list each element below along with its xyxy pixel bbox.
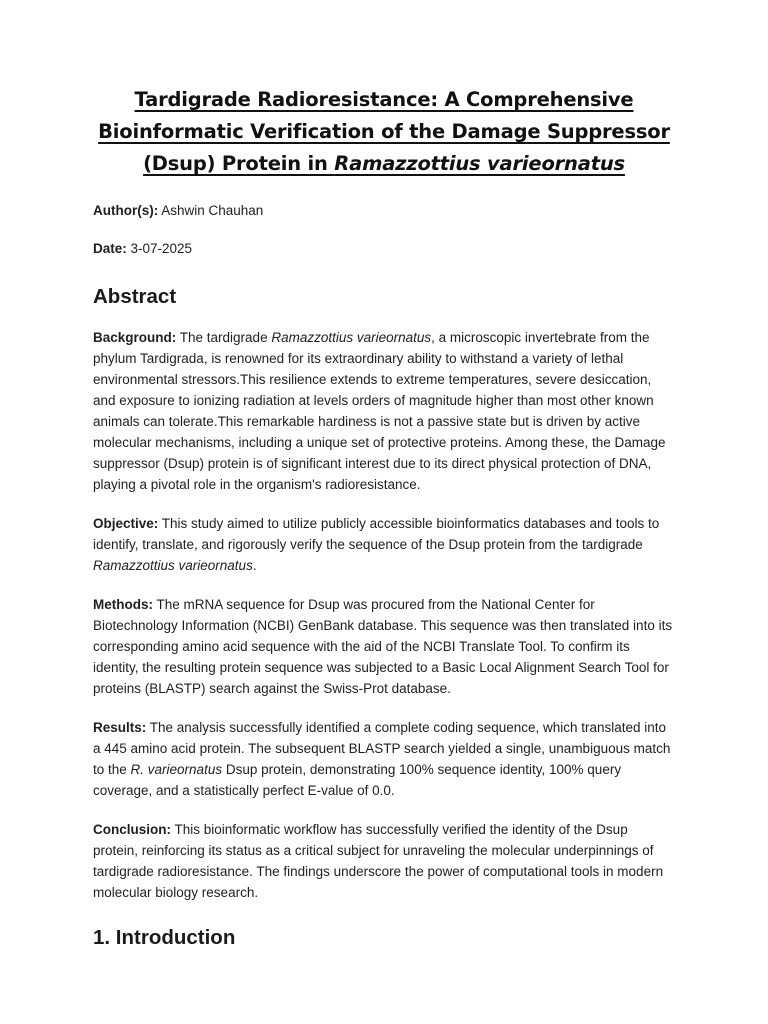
author-label: Author(s):: [93, 203, 159, 218]
title-line-1: Tardigrade Radioresistance: A Comprehensive: [134, 88, 634, 111]
results-label: Results:: [93, 720, 147, 735]
abstract-conclusion: [93, 819, 675, 903]
abstract-heading: Abstract: [93, 285, 177, 308]
date-line: [93, 240, 675, 258]
objective-species: Ramazzottius varieornatus: [93, 558, 253, 573]
methods-label: Methods:: [93, 597, 153, 612]
objective-text-2: .: [252, 558, 257, 573]
title-species-name: Ramazzottius varieornatus: [334, 152, 625, 175]
date-value: 3-07-2025: [126, 241, 193, 256]
conclusion-label: Conclusion:: [93, 822, 171, 837]
results-text-1: The analysis successfully identified a complete coding sequence, which translated into a 445 amino acid protein. The subsequent BLASTP search yielded a single, unambiguous match to the: [93, 720, 671, 777]
objective-label: Objective:: [93, 516, 159, 531]
background-species: Ramazzottius varieornatus: [271, 330, 432, 345]
abstract-objective: [93, 513, 675, 576]
title-line-3-plain: (Dsup) Protein in: [143, 152, 335, 175]
paper-title: [93, 84, 675, 180]
title-line-2: Bioinformatic Verification of the Damage Suppressor: [98, 120, 670, 143]
author-line: [93, 202, 675, 220]
background-text-2: , a microscopic invertebrate from the phylum Tardigrada, is renowned for its extraordinary ability to withstand a variety of lethal environmental stressors.This resilience extends to extreme temperatures, severe desiccation, and exposure to ionizing radiation at levels orders of magnitude higher than most other known animals can tolerate.This remarkable hardiness is not a passive state but is driven by active molecular mechanisms, including a unique set of protective proteins. Among these, the Damage suppressor (Dsup) protein is of significant interest due to its direct physical protection of DNA, playing a pivotal role in the organism's radioresistance.: [93, 330, 666, 492]
conclusion-text: This bioinformatic workflow has successfully verified the identity of the Dsup protein, reinforcing its status as a critical subject for unraveling the molecular underpinnings of tardigrade radioresistance. The findings underscore the power of computational tools in modern molecular biology research.: [93, 822, 664, 900]
abstract-background: [93, 327, 675, 495]
background-label: Background:: [93, 330, 177, 345]
results-text-2: Dsup protein, demonstrating 100% sequence identity, 100% query coverage, and a statistically perfect E-value of 0.0.: [93, 762, 622, 798]
background-text-1: The tardigrade: [176, 330, 272, 345]
methods-text: The mRNA sequence for Dsup was procured from the National Center for Biotechnology Information (NCBI) GenBank database. This sequence was then translated into its corresponding amino acid sequence with the aid of the NCBI Translate Tool. To confirm its identity, the resulting protein sequence was subjected to a Basic Local Alignment Search Tool for proteins (BLASTP) search against the Swiss-Prot database.: [93, 597, 673, 696]
author-value: Ashwin Chauhan: [158, 203, 264, 218]
objective-text-1: This study aimed to utilize publicly accessible bioinformatics databases and tools to identify, translate, and rigorously verify the sequence of the Dsup protein from the tardigrade: [93, 516, 660, 552]
results-species: R. varieornatus: [130, 762, 223, 777]
date-label: Date:: [93, 241, 127, 256]
abstract-methods: [93, 594, 675, 699]
abstract-results: [93, 717, 675, 801]
introduction-heading: 1. Introduction: [93, 926, 236, 949]
